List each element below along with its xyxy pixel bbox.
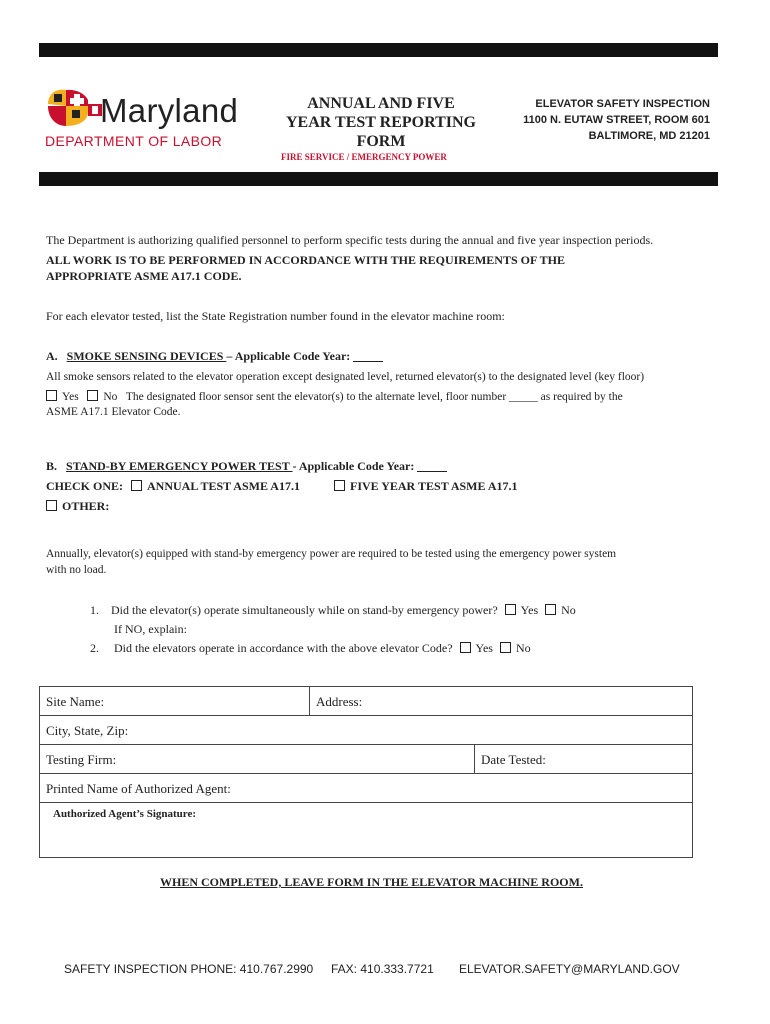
other-option (46, 498, 109, 514)
section-a-no-label: No (103, 391, 118, 403)
section-b-code-year-field[interactable] (417, 459, 447, 472)
work-line-1: ALL WORK IS TO BE PERFORMED IN ACCORDANCE WITH THE REQUIREMENTS OF THE (46, 253, 565, 267)
section-a-yes-checkbox[interactable] (46, 390, 57, 401)
section-a-no-checkbox[interactable] (87, 390, 98, 401)
registration-text: For each elevator tested, list the State Registration number found in the elevator machine room: (46, 309, 505, 323)
section-a-sensor-text: The designated floor sensor sent the elevator(s) to the alternate level, floor number _____ as required by the (125, 391, 623, 403)
section-a-title: SMOKE SENSING DEVICES (66, 349, 227, 363)
logo-department: DEPARTMENT OF LABOR (45, 133, 223, 149)
section-a-description: All smoke sensors related to the elevator operation except designated level, returned elevator(s) to the designated level (key floor) (46, 371, 645, 383)
annual-test-label: ANNUAL TEST ASME A17.1 (147, 479, 300, 493)
address-label: Address: (316, 694, 363, 709)
title-line-2: YEAR TEST REPORTING (285, 114, 476, 131)
maryland-flag-logo-icon (44, 86, 104, 135)
logo-wordmark: Maryland (100, 92, 239, 129)
section-a-letter: A. (46, 349, 58, 363)
table-row-site (40, 687, 692, 716)
section-b-code-year-label: - Applicable Code Year: (292, 459, 415, 473)
title-line-1: ANNUAL AND FIVE (307, 95, 455, 112)
table-divider (474, 745, 475, 773)
footer-phone: SAFETY INSPECTION PHONE: 410.767.2990 (64, 962, 314, 976)
check-one-label: CHECK ONE: (46, 479, 124, 493)
section-a-sensor-row (46, 389, 726, 405)
title-line-3: FORM (356, 133, 406, 150)
table-row-city (40, 716, 692, 745)
closing-instruction: WHEN COMPLETED, LEAVE FORM IN THE ELEVATOR MACHINE ROOM. (160, 875, 583, 889)
annually-text (46, 546, 736, 578)
form-title (276, 94, 486, 151)
question-2-yes-label: Yes (475, 641, 493, 655)
question-1-number: 1. (90, 603, 99, 617)
question-2 (90, 640, 730, 656)
table-row-testing (40, 745, 692, 774)
question-1-text: Did the elevator(s) operate simultaneously while on stand-by emergency power? (111, 603, 498, 617)
five-year-option (334, 478, 518, 494)
question-1-no-label: No (561, 603, 576, 617)
question-2-yes-checkbox[interactable] (460, 642, 471, 653)
annual-test-checkbox[interactable] (131, 480, 142, 491)
question-1-no-checkbox[interactable] (545, 604, 556, 615)
printed-name-label: Printed Name of Authorized Agent: (46, 781, 231, 796)
question-2-no-label: No (515, 641, 531, 655)
question-2-number: 2. (90, 641, 99, 655)
top-header-bar (39, 43, 718, 57)
signature-label: Authorized Agent’s Signature: (53, 808, 196, 820)
question-2-no-checkbox[interactable] (500, 642, 511, 653)
work-requirements (46, 252, 726, 284)
header-divider-bar (39, 172, 718, 186)
office-address (490, 96, 710, 144)
footer-fax: FAX: 410.333.7721 (331, 962, 434, 976)
site-name-label: Site Name: (46, 694, 105, 709)
testing-firm-label: Testing Firm: (46, 752, 117, 767)
work-line-2: APPROPRIATE ASME A17.1 CODE. (46, 269, 242, 283)
question-1-yes-label: Yes (520, 603, 539, 617)
other-label: OTHER: (62, 499, 110, 513)
authorizing-text: The Department is authorizing qualified personnel to perform specific tests during the annual and five year inspection periods. (46, 233, 654, 247)
question-1-explain: If NO, explain: (114, 622, 187, 636)
five-year-test-checkbox[interactable] (334, 480, 345, 491)
section-a-heading (46, 348, 726, 364)
annually-line-2: with no load. (46, 564, 107, 576)
section-a-code-year-label: – Applicable Code Year: (226, 349, 351, 363)
question-1-yes-checkbox[interactable] (505, 604, 516, 615)
question-2-text: Did the elevators operate in accordance with the above elevator Code? (114, 641, 453, 655)
footer-email[interactable]: ELEVATOR.SAFETY@MARYLAND.GOV (459, 962, 680, 976)
date-tested-label: Date Tested: (481, 752, 546, 767)
form-subtitle: FIRE SERVICE / EMERGENCY POWER (281, 152, 447, 162)
section-b-letter: B. (46, 459, 58, 473)
section-a-code-year-field[interactable] (353, 349, 383, 362)
address-line-2: 1100 N. EUTAW STREET, ROOM 601 (523, 114, 710, 126)
section-a-yes-label: Yes (62, 391, 79, 403)
other-checkbox[interactable] (46, 500, 57, 511)
address-line-3: BALTIMORE, MD 21201 (588, 130, 710, 142)
annually-line-1: Annually, elevator(s) equipped with stand-by emergency power are required to be tested using the emergency power system (46, 548, 617, 560)
section-a-sensor-text-2: ASME A17.1 Elevator Code. (46, 406, 181, 418)
table-row-printed-name (40, 774, 692, 803)
section-b-heading (46, 458, 726, 474)
site-info-table (39, 686, 693, 858)
table-divider (309, 687, 310, 715)
question-1 (90, 602, 730, 618)
five-year-test-label: FIVE YEAR TEST ASME A17.1 (350, 479, 518, 493)
address-line-1: ELEVATOR SAFETY INSPECTION (535, 98, 710, 110)
city-state-zip-label: City, State, Zip: (46, 723, 129, 738)
section-b-title: STAND-BY EMERGENCY POWER TEST (66, 459, 293, 473)
